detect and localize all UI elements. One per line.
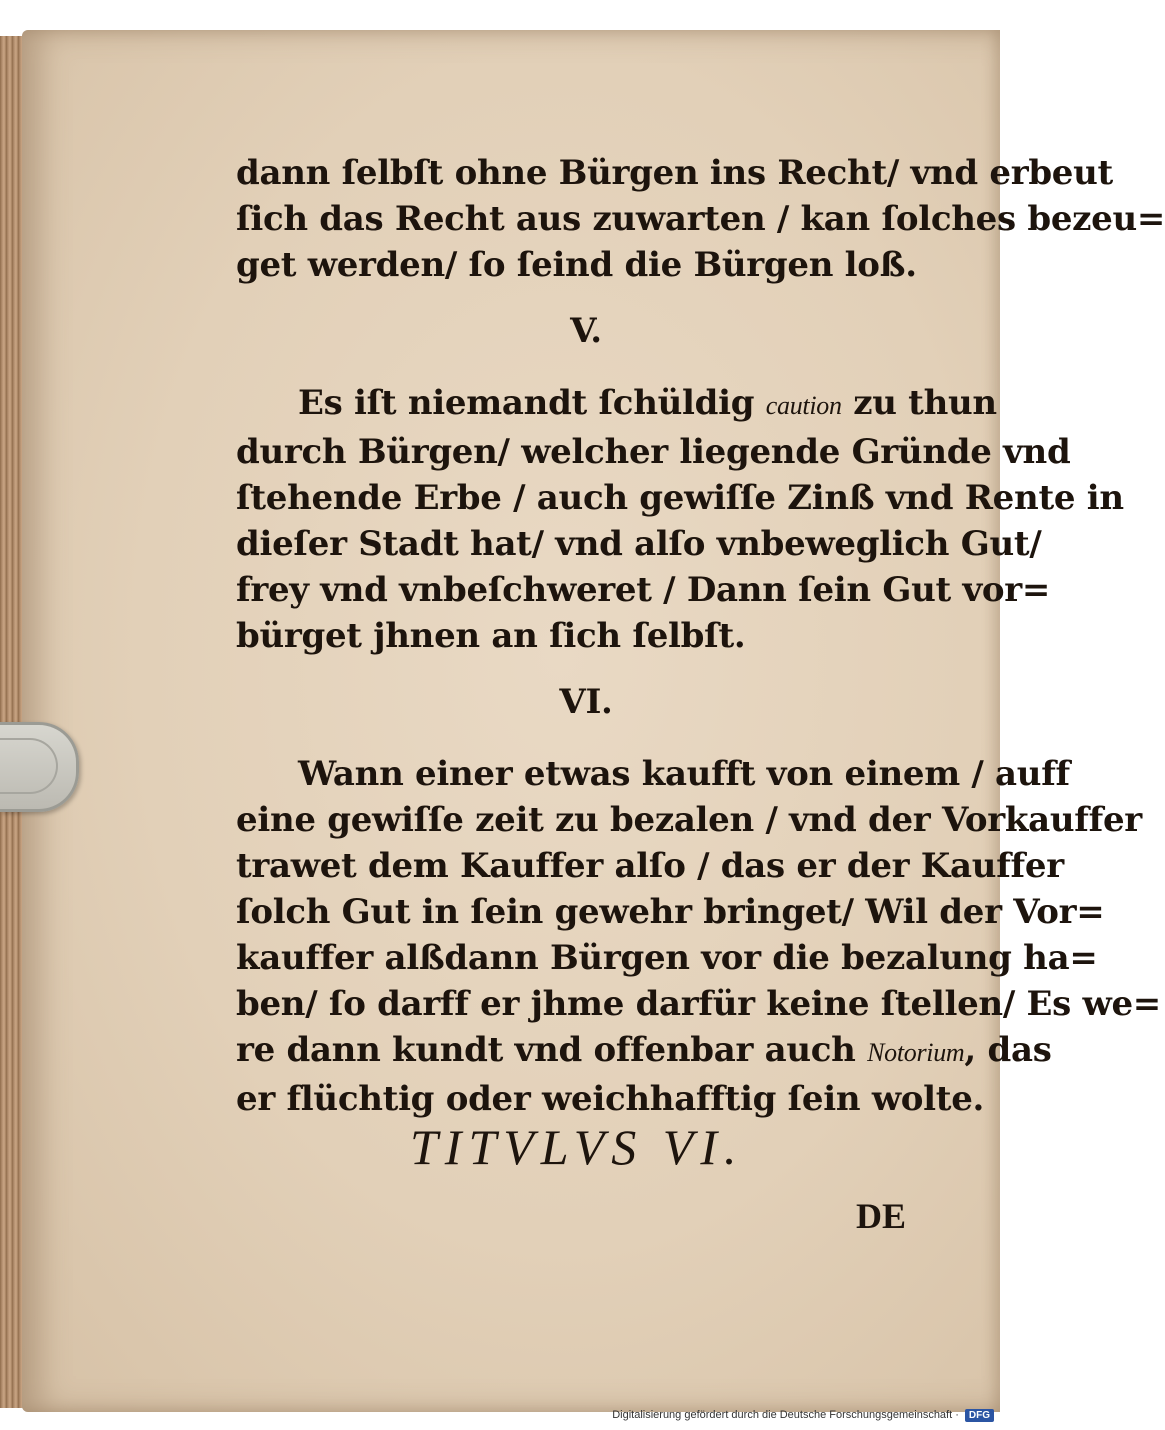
footer-text: Digitalisierung gefördert durch die Deutsche Forschungsgemeinschaft · [612,1409,959,1421]
text-fragment: , das [964,1030,1052,1070]
text-line: get werden/ ſo ſeind die Bürgen loß. [236,245,917,285]
text-fragment: zu thun [853,383,997,423]
text-fragment: Es iſt niemandt ſchüldig [298,383,755,423]
text-line: dieſer Stadt hat/ vnd alſo vnbeweglich Gut/ [236,524,1042,564]
text-line [236,1027,1052,1076]
dfg-logo: DFG [965,1409,994,1422]
text-line: ſich das Recht aus zuwarten / kan ſolches bezeu= [236,199,1165,239]
section-heading-vi: VI. [559,682,613,722]
text-fragment: re dann kundt vnd offenbar auch [236,1030,856,1070]
digitization-footer [612,1406,994,1424]
latin-word: caution [765,391,842,420]
text-line: dann ſelbſt ohne Bürgen ins Recht/ vnd erbeut [236,153,1113,193]
text-line: trawet dem Kauffer alſo / das er der Kauffer [236,846,1064,886]
titulus-heading: TITVLVS VI. [410,1119,744,1175]
text-line: kauffer alßdann Bürgen vor die bezalung ha= [236,938,1098,978]
text-line: ſtehende Erbe / auch gewiſſe Zinß vnd Rente in [236,478,1124,518]
text-line: bürget jhnen an ſich ſelbſt. [236,616,746,656]
text-line: frey vnd vnbeſchweret / Dann ſein Gut vor= [236,570,1051,610]
section-heading-v: V. [570,311,602,351]
text-line: ſolch Gut in ſein gewehr bringet/ Wil der Vor= [236,892,1105,932]
catchword: DE [856,1196,907,1236]
text-line: eine gewiſſe zeit zu bezalen / vnd der Vorkauffer [236,800,1142,840]
text-line: ben/ ſo darff er jhme darfür keine ſtellen/ Es we= [236,984,1161,1024]
text-line: er flüchtig oder weichhafftig ſein wolte. [236,1079,985,1119]
text-line: durch Bürgen/ welcher liegende Gründe vnd [236,432,1071,472]
text-line: Wann einer etwas kaufft von einem / auff [298,754,1070,794]
text-line [236,380,997,429]
latin-word: Notorium [867,1038,965,1067]
page-text [236,150,1165,1122]
page-clip-inner [0,738,58,794]
